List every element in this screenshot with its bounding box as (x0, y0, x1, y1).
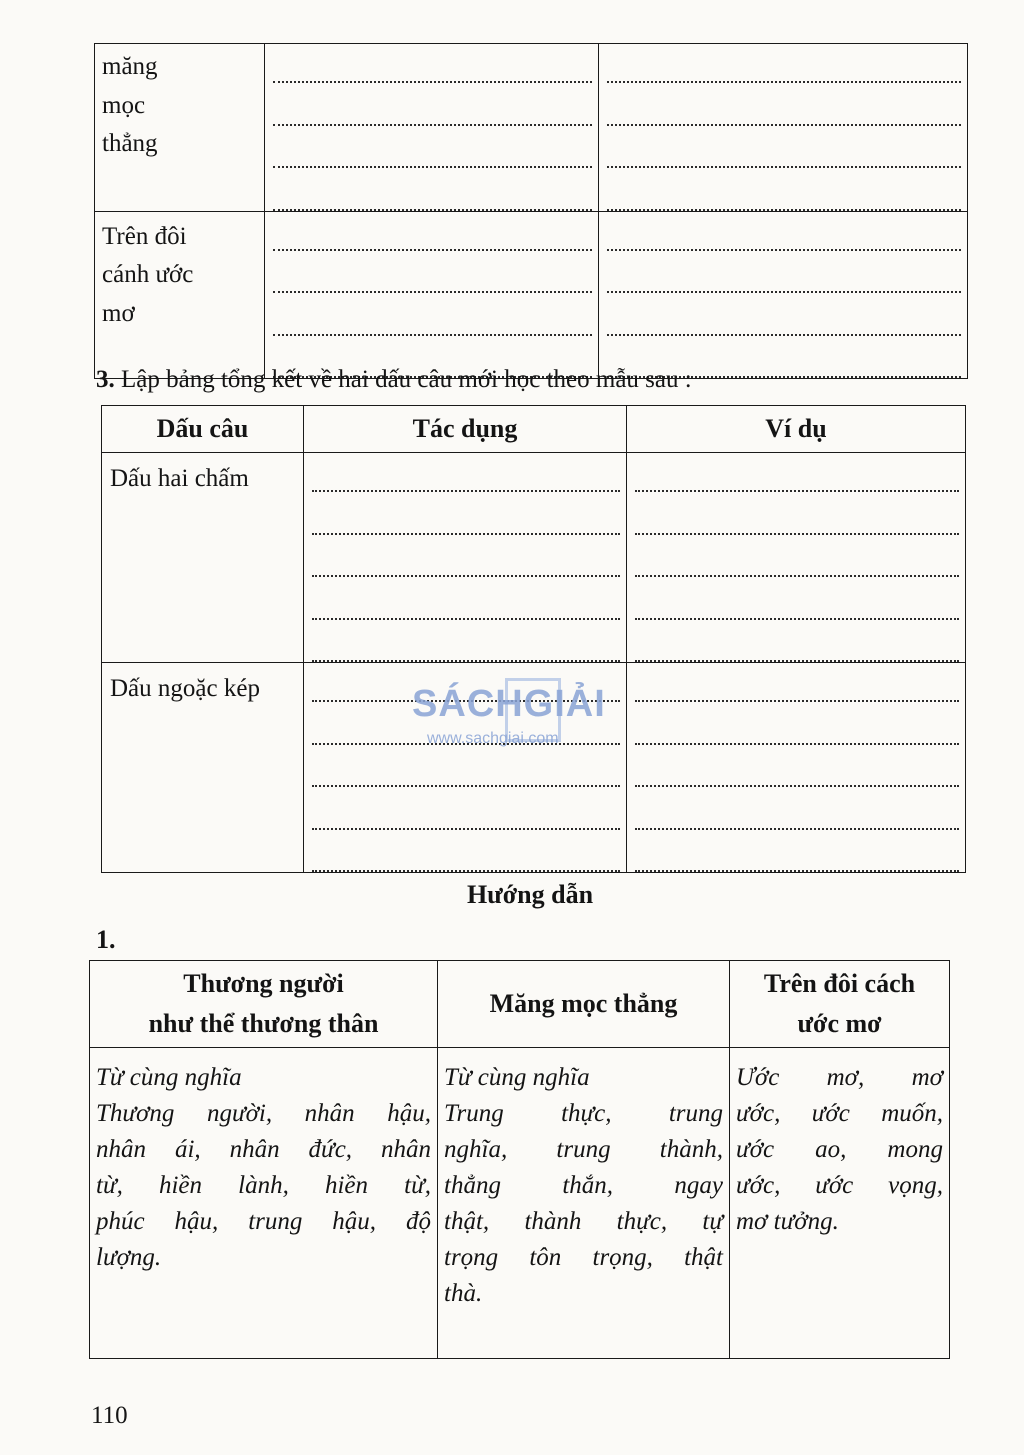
cell-line: Thương người, nhân hậu, (96, 1100, 431, 1127)
cell-line: thẳng thắn, ngay (444, 1172, 723, 1199)
header-line: ước mơ (797, 1009, 882, 1038)
table-header-row (90, 961, 950, 1048)
answer-cell (627, 453, 966, 663)
row-label-line: cánh ước (102, 261, 194, 288)
column-header: Dấu câu (102, 406, 304, 453)
watermark-url: www.sachgiai.com (427, 730, 559, 747)
cell-line: Ước mơ, mơ (736, 1064, 943, 1091)
table-header-row (102, 406, 966, 453)
answer-cell (304, 453, 627, 663)
answer-number: 1. (96, 925, 116, 954)
column-header (730, 961, 950, 1048)
answer-cell (90, 1048, 438, 1359)
cell-line: lượng. (96, 1244, 162, 1271)
row-label-cell (95, 211, 265, 379)
header-line: Trên đôi cách (763, 969, 916, 998)
row-label-cell (102, 453, 304, 663)
cell-line: ước, ước vọng, (736, 1172, 943, 1199)
vocab-table-continued (94, 43, 968, 379)
row-label-line: mọc (102, 91, 146, 119)
cell-line: trọng tôn trọng, thật (444, 1244, 723, 1271)
cell-line: thật, thành thực, tự (444, 1208, 723, 1235)
row-label: Dấu ngoặc kép (110, 675, 260, 702)
cell-line: thà. (444, 1280, 483, 1307)
watermark (412, 683, 612, 773)
cell-line: ước, ước muốn, (736, 1100, 943, 1127)
cell-line: nhân ái, nhân đức, nhân (96, 1136, 431, 1163)
row-label-cell (95, 44, 265, 212)
row-label-line: mơ (102, 299, 135, 327)
question-text: Lập bảng tổng kết về hai dấu câu mới học theo mẫu sau : (114, 366, 692, 393)
cell-line: Từ cùng nghĩa (96, 1064, 242, 1091)
table-row (90, 1048, 950, 1359)
table-row (95, 44, 968, 212)
question-3 (96, 366, 692, 394)
answer-cell (599, 44, 968, 212)
cell-line: Từ cùng nghĩa (444, 1064, 590, 1091)
header-line: Măng mọc thẳng (489, 989, 678, 1018)
row-label-line: măng (102, 53, 158, 80)
punctuation-summary-table (101, 405, 966, 873)
column-header (438, 961, 730, 1048)
cell-line: Trung thực, trung (444, 1100, 723, 1127)
column-header (90, 961, 438, 1048)
answer-cell (627, 663, 966, 873)
row-label-line: Trên đôi (102, 222, 187, 250)
cell-line: từ, hiền lành, hiền từ, (96, 1172, 431, 1199)
row-label-line: thẳng (102, 130, 158, 157)
row-label: Dấu hai chấm (110, 465, 249, 492)
row-label-cell (102, 663, 304, 873)
column-header: Ví dụ (627, 406, 966, 453)
cell-line: phúc hậu, trung hậu, độ (96, 1208, 431, 1235)
guide-heading: Hướng dẫn (466, 880, 594, 909)
page-number: 110 (91, 1402, 128, 1429)
cell-line: nghĩa, trung thành, (444, 1136, 723, 1163)
header-line: Thương người (183, 969, 344, 998)
table-row (95, 211, 968, 379)
table-row (102, 453, 966, 663)
answer-table (89, 960, 950, 1359)
answer-cell (265, 211, 599, 379)
header-line: như thể thương thân (148, 1009, 379, 1038)
answer-cell (730, 1048, 950, 1359)
column-header: Tác dụng (304, 406, 627, 453)
answer-cell (438, 1048, 730, 1359)
answer-cell (265, 44, 599, 212)
cell-line: ước ao, mong (736, 1136, 943, 1163)
cell-line: mơ tưởng. (736, 1208, 839, 1235)
watermark-logo: SÁCHGIẢI (412, 683, 606, 725)
question-number: 3. (96, 366, 115, 393)
answer-cell (599, 211, 968, 379)
